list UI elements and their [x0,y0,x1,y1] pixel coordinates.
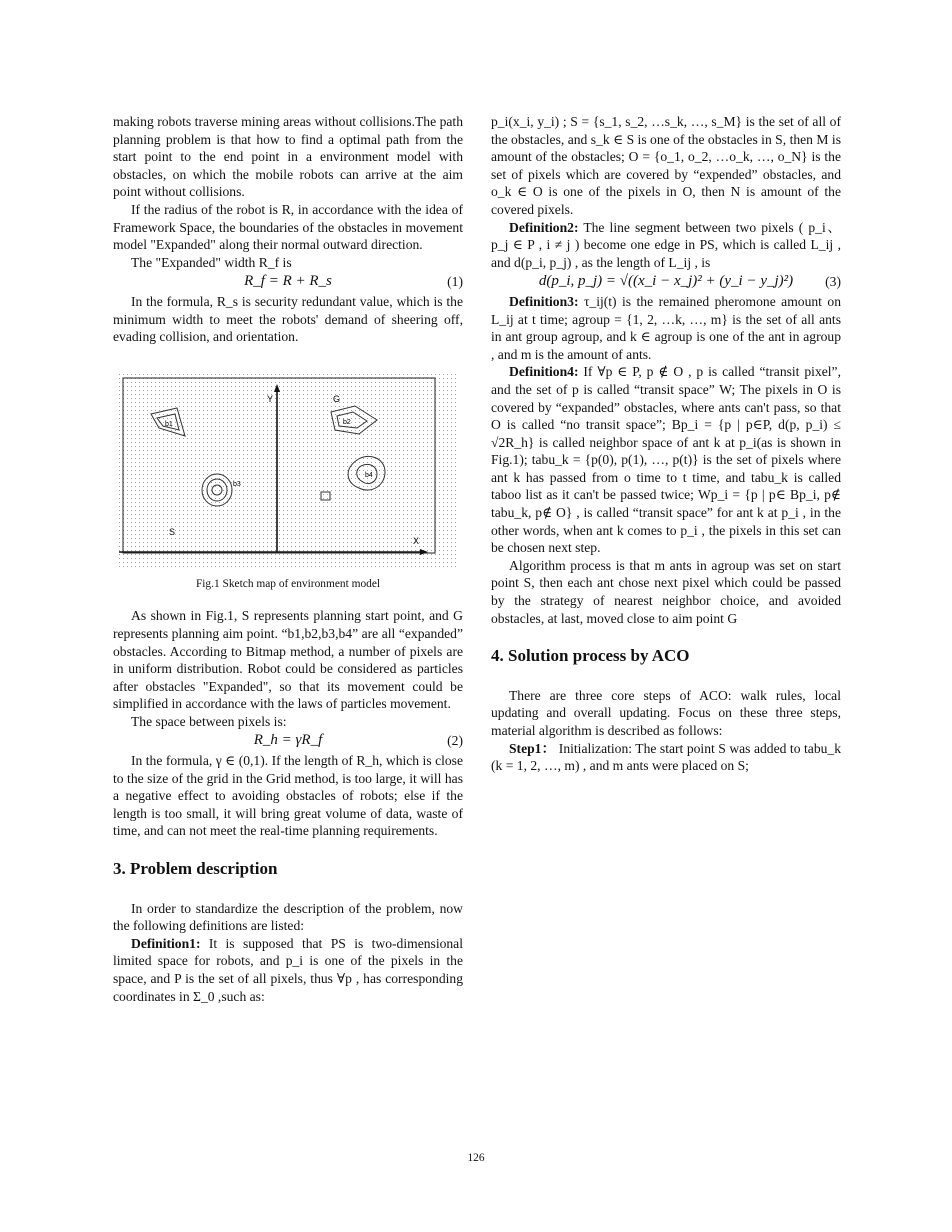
definition-4 [491,363,841,557]
svg-text:b4: b4 [365,471,373,479]
definition-1 [113,935,463,1005]
environment-sketch [119,374,459,570]
step-1-label: Step1： [509,740,556,756]
equation-2-body: R_h = γR_f [253,732,323,749]
pixel-grid [119,374,459,570]
definition-2-text: The line segment between two pixels ( p_i、 p_j ∈ P , i ≠ j ) become one edge in PS, which is called L_ij , and d(p_i, p_j) , as the length of L_ij , is [491,219,842,270]
paragraph-security: In the formula, R_s is security redundant value, which is the minimum width to meet the robots' demand of sheering off, evading collision, and orientation. [113,293,463,345]
definition-4-text: If ∀p ∈ P, p ∉ O , p is called “transit pixel”, and the set of p is called “transit space” W; The pixels in O is covered by “expanded” obstacles, where ants can't pass, so that O is called “no transit space”; Bp_i = {p | p∈P, d(p, p_i) ≤ √2R_h} is called neighbor space of ant k at p_i(as is shown in Fig.1); tabu_k = {p(0), p(1), …, p(t)} is the set of pixels where ant k has passed from o time to t time, and tabu_k is called taboo list as it can't be passed twice; Wp_i = {p | p∈ Bp_i, p∉ tabu_k, p∉ O} , is called “transit space” for ant k at p_i , in the other words, when ant k comes to p_i , the pixels in this set can be chosen next step. [491,364,841,556]
definition-3-text: τ_ij(t) is the remained pheromone amount on L_ij at t time; agroup = {1, 2, …k, …, m} is the set of all ants in ant group agroup, and k ∈ agroup is one of the ant in agroup , and m is the amount of ants. [491,293,841,362]
paragraph-figure-explanation: As shown in Fig.1, S represents planning start point, and G represents planning aim point. “b1,b2,b3,b4” are all “expanded” obstacles. According to Bitmap method, a number of pixels are in uniform distribution. Robot could be considered as particles after obstacles "Expanded", so that its movement could be simplified in accordance with the laws of particles movement. [113,608,463,712]
definition-3 [491,293,841,363]
x-axis-label: X [413,535,420,546]
start-label: S [169,526,176,537]
svg-text:b3: b3 [233,480,241,488]
svg-text:b1: b1 [165,420,173,428]
equation-3-body: d(p_i, p_j) = √((x_i − x_j)² + (y_i − y_j)²) [538,273,794,290]
paragraph-intro: making robots traverse mining areas without collisions.The path planning problem is that how to find a optimal path from the start point to the end point in a environment model with obstacles, on which the mobile robots can arrive at the aim point without collisions. [113,114,463,200]
paragraph-expanded-width: The "Expanded" width R_f is [131,254,292,270]
figure-caption: Fig.1 Sketch map of environment model [195,577,381,590]
left-column [113,113,463,1005]
section-heading-4: 4. Solution process by ACO [491,646,690,666]
paragraph-obstacle-sets: p_i(x_i, y_i) ; S = {s_1, s_2, …s_k, …, s_M} is the set of all of the obstacles, and s_k ∈ S is one of the obstacles in S, then M is amount of the obstacles; O = {o_1, o_2, …o_k, …, o_N} is the set of pixels which are covered by “expended” obstacles, and o_k ∈ O is one of the pixels in O, then N is amount of the covered pixels. [491,114,841,217]
section-heading-3: 3. Problem description [113,859,278,879]
equation-1-body: R_f = R + R_s [244,273,332,290]
paragraph-gamma: In the formula, γ ∈ (0,1). If the length of R_h, which is close to the size of the grid in the Grid method, is too large, it will has a negative effect to avoiding obstacles of robots; else if the length is too small, it will bring great volume of data, waste of time, and can not meet the real-time planning requirements. [113,753,463,839]
equation-2 [113,732,463,750]
definition-2-label: Definition2: [509,219,579,235]
figure-environment-model [119,374,459,570]
equation-3-number: (3) [825,274,841,290]
page-number: 126 [467,1152,485,1164]
paragraph-aco-steps: There are three core steps of ACO: walk rules, local updating and overall updating. Focus on these three steps, material algorithm is described as follows: [491,687,841,738]
paragraph-radius: If the radius of the robot is R, in accordance with the idea of Framework Space, the boundaries of the obstacles in movement model "Expanded" along their normal outward direction. [113,201,463,253]
definition-2 [491,219,841,272]
definition-1-label: Definition1: [131,935,201,951]
paragraph-pixel-space: The space between pixels is: [131,713,287,729]
right-column [491,113,841,775]
paragraph-definitions-intro: In order to standardize the description of the problem, now the following definitions are listed: [113,900,463,934]
equation-1-number: (1) [447,274,463,290]
svg-text:b2: b2 [343,418,351,426]
step-1 [491,740,841,775]
y-axis-label: Y [267,393,274,404]
goal-label: G [333,393,341,404]
equation-1 [113,273,463,291]
equation-3 [491,273,841,291]
step-1-text: Initialization: The start point S was added to tabu_k (k = 1, 2, …, m) , and m ants were placed on S; [491,740,842,774]
definition-1-text: It is supposed that PS is two-dimensional limited space for robots, and p_i is one of the pixels in the space, and P is the set of all pixels, thus ∀p , has corresponding coordinates in Σ_0 ,such as: [113,935,463,1004]
definition-3-label: Definition3: [509,293,579,309]
definition-4-label: Definition4: [509,364,579,380]
equation-2-number: (2) [447,733,463,749]
paragraph-algorithm-process: Algorithm process is that m ants in agroup was set on start point S, then each ant chose next pixel which could be passed by the strategy of nearest neighbor choice, and avoided obstacles, at last, moved close to aim point G [491,557,841,626]
